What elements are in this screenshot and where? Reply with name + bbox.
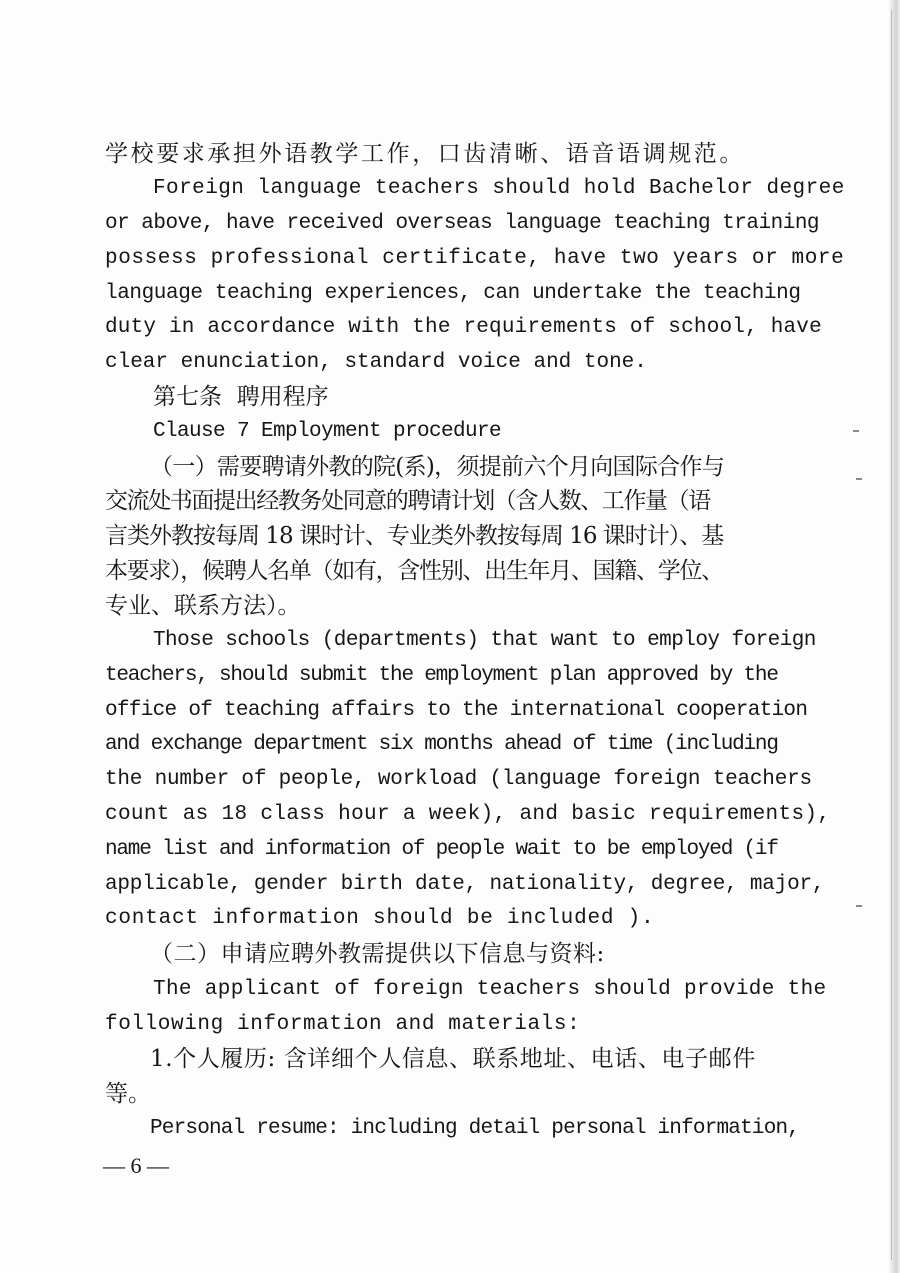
text-line: count as 18 class hour a week), and basic requirements), [105,803,831,826]
text-line: applicable, gender birth date, nationality, degree, major, [105,873,825,896]
page-edge-shadow [888,0,900,1273]
section-heading: 第七条 聘用程序 [153,384,329,410]
text-line: 交流处书面提出经教务处同意的聘请计划（含人数、工作量（语 [105,488,710,514]
text-line: 学校要求承担外语教学工作，口齿清晰、语音语调规范。 [105,141,745,167]
scan-mark [856,478,862,480]
text-line: The applicant of foreign teachers should provide the [153,978,827,1001]
text-line: following information and materials: [105,1013,581,1036]
text-line: 专业、联系方法）。 [105,593,301,619]
text-line: contact information should be included ). [105,907,655,930]
text-line: 言类外教按每周 18 课时计、专业类外教按每周 16 课时计）、基 [105,523,724,549]
scan-mark [853,430,859,432]
text-line: 等。 [105,1081,151,1107]
text-line: language teaching experiences, can undertake the teaching [105,282,801,305]
text-line: Foreign language teachers should hold Bachelor degree [153,177,845,200]
section-heading-en: Clause 7 Employment procedure [153,420,502,443]
text-line: name list and information of people wait to be employed (if [105,838,778,861]
text-line: duty in accordance with the requirements of school, have [105,316,822,339]
text-line: clear enunciation, standard voice and tone. [105,351,647,374]
text-line: the number of people, workload (language foreign teachers [105,768,812,791]
text-line: （二）申请应聘外教需提供以下信息与资料: [150,941,605,967]
text-line: office of teaching affairs to the international cooperation [105,699,808,722]
list-item: 1.个人履历: 含详细个人信息、联系地址、电话、电子邮件 [150,1046,756,1072]
text-line: or above, have received overseas language teaching training [105,212,820,235]
text-line: Personal resume: including detail personal information, [150,1117,800,1140]
page-number: — 6 — [103,1153,169,1178]
text-line: and exchange department six months ahead of time (including [105,733,778,756]
text-line: Those schools (departments) that want to employ foreign [153,629,816,652]
text-line: （一）需要聘请外教的院(系)，须提前六个月向国际合作与 [150,454,725,480]
text-line: 本要求），候聘人名单（如有，含性别、出生年月、国籍、学位、 [105,558,723,584]
scan-mark [856,905,862,907]
text-line: teachers, should submit the employment plan approved by the [105,664,778,687]
text-line: possess professional certificate, have two years or more [105,247,845,270]
page-edge-line [891,10,892,1260]
